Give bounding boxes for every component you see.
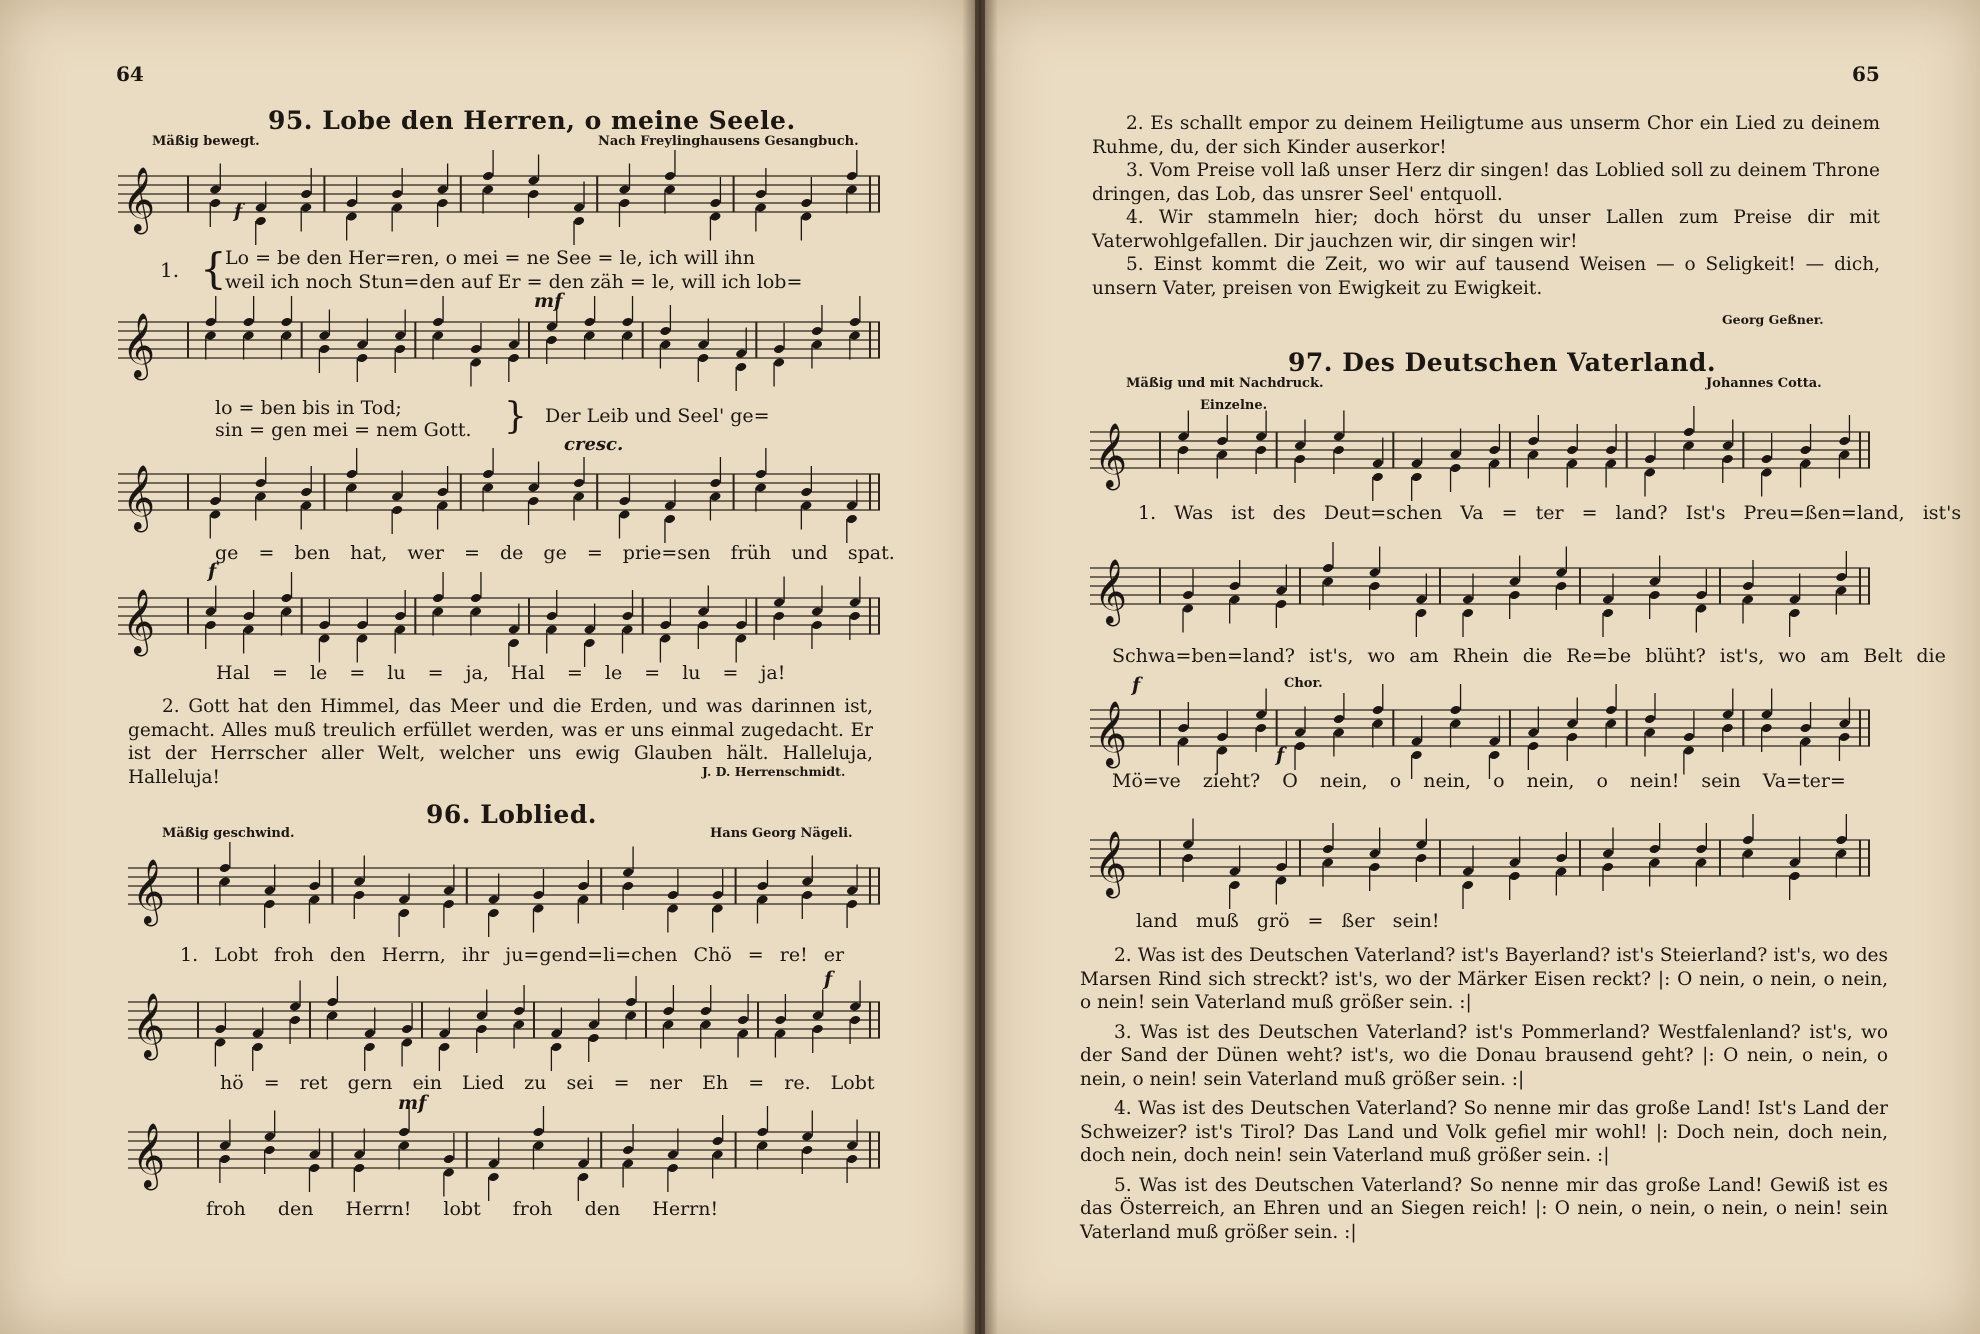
brace-close: }	[504, 396, 527, 437]
dynamic-f-2: f	[208, 560, 217, 582]
svg-text:𝄞: 𝄞	[1094, 701, 1128, 766]
song97-verses: 2. Was ist des Deutschen Vaterland? ist's Bayerland? ist's Steierland? ist's, wo des Marsen Rind sich streckt? ist's, wo der Märker Eisen reckt? |: O nein, o nein, o nein, o nein! sein Vaterland muß größer sein. :| 3. Was ist des Deutschen Vaterland? ist's Pommerland? Westfalenland? ist's, wo der Sand der Dünen weht? ist's, wo die Donau brausend geht? |: O nein, o nein, o nein, o nein! sein Vaterland muß größer sein. :| 4. Was ist des Deutschen Vaterland? So nenne mir das große Land! Ist's Land der Schweizer? ist's Tirol? Das Land und Volk gefiel mir wohl! |: Doch nein, doch nein, doch nein, doch nein! sein Vaterland muß größer sein. :| 5. Was ist des Deutschen Vaterland? So nenne mir das große Land! Gewiß ist es das Österreich, an Ehren und an Siegen reich! |: O nein, o nein, o nein, o nein! sein Vaterland muß größer sein. :|	[1080, 945, 1888, 1243]
song96-lyrics-3: froh den Herrn! lobt froh den Herrn!	[206, 1198, 719, 1220]
song97-lyrics-1: 1. Was ist des Deut=schen Va = ter = land? Ist's Preu=ßen=land, ist's	[1138, 502, 1962, 524]
song97-staff-2	[1090, 546, 1870, 636]
svg-text:𝄞: 𝄞	[132, 859, 166, 924]
song96-lyrics-1: 1. Lobt froh den Herrn, ihr ju=gend=li=chen Chö = re! er	[180, 944, 845, 966]
svg-text:𝄞: 𝄞	[132, 993, 166, 1058]
song95-staff-2	[118, 300, 880, 390]
dynamic-mf: mf	[534, 290, 563, 312]
song97-chor: Chor.	[1284, 676, 1323, 691]
song97-dynamic-f-2: f	[1276, 744, 1285, 766]
page-number-right: 65	[1852, 62, 1880, 86]
song97-lyrics-4: land muß grö = ßer sein!	[1136, 910, 1440, 932]
song97-title: 97. Des Deutschen Vaterland.	[1288, 348, 1717, 377]
song95-staff-3	[118, 452, 880, 542]
song97-staff-3	[1090, 688, 1870, 778]
svg-text:𝄞: 𝄞	[122, 465, 156, 530]
song96-composer: Hans Georg Nägeli.	[710, 826, 853, 841]
dynamic-cresc: cresc.	[564, 434, 624, 455]
svg-text:𝄞: 𝄞	[122, 313, 156, 378]
verse-number: 1.	[160, 258, 180, 282]
song96-lyrics-2: hö = ret gern ein Lied zu sei = ner Eh = re. Lobt	[220, 1072, 875, 1094]
song96-tempo: Mäßig geschwind.	[162, 826, 295, 841]
song95-lyrics-2c: Der Leib und Seel' ge=	[545, 405, 770, 427]
song95-author-right: Georg Geßner.	[1722, 312, 1824, 327]
song97-tempo: Mäßig und mit Nachdruck.	[1126, 376, 1324, 391]
song97-lyrics-3: Mö=ve zieht? O nein, o nein, o nein, o nein! sein Va=ter=	[1112, 770, 1846, 792]
song95-lyrics-2b: sin = gen mei = nem Gott.	[215, 419, 472, 441]
song95-lyrics-1b: weil ich noch Stun=den auf Er = den zäh = le, will ich lob=	[225, 271, 803, 293]
book-gutter	[962, 0, 998, 1334]
song95-author: J. D. Herrenschmidt.	[702, 764, 846, 779]
svg-text:𝄞: 𝄞	[122, 589, 156, 654]
brace: {	[200, 244, 227, 293]
svg-text:𝄞: 𝄞	[1094, 831, 1128, 896]
song95-verses-continued: 2. Es schallt empor zu deinem Heiligtume aus unserm Chor ein Lied zu deinem Ruhme, du, der sich Kinder auserkor! 3. Vom Preise voll laß unser Herz dir singen! das Loblied soll zu deinem Throne dringen, das Lob, das unsrer Seel' entquoll. 4. Wir stammeln hier; doch hörst du unser Lallen zum Preise dir mit Vaterwohlgefallen. Dir jauchzen wir, dir singen wir! 5. Einst kommt die Zeit, wo wir auf tausend Weisen — o Seligkeit! — dich, unsern Vater, preisen von Ewigkeit zu Ewigkeit.	[1092, 113, 1880, 299]
svg-text:𝄞: 𝄞	[1094, 559, 1128, 624]
song97-staff-4	[1090, 818, 1870, 908]
song95-lyrics-3: ge = ben hat, wer = de ge = prie=sen früh und spat.	[215, 542, 895, 564]
song96-staff-1	[128, 846, 880, 936]
svg-text:𝄞: 𝄞	[132, 1123, 166, 1188]
song96-dynamic-f: f	[824, 968, 833, 990]
svg-text:𝄞: 𝄞	[122, 167, 156, 232]
song95-lyrics-2a: lo = ben bis in Tod;	[215, 397, 402, 419]
svg-text:𝄞: 𝄞	[1094, 423, 1128, 488]
song95-lyrics-4: Hal = le = lu = ja, Hal = le = lu = ja!	[216, 662, 786, 684]
song97-dynamic-f: f	[1132, 674, 1141, 696]
song95-staff-1	[118, 154, 880, 244]
song95-title: 95. Lobe den Herren, o meine Seele.	[268, 106, 796, 135]
song95-source: Nach Freylinghausens Gesangbuch.	[598, 134, 859, 149]
song96-dynamic-mf: mf	[398, 1092, 427, 1114]
song96-staff-3	[128, 1110, 880, 1200]
song97-einzelne: Einzelne.	[1200, 398, 1268, 413]
song95-lyrics-1a: Lo = be den Her=ren, o mei = ne See = le, ich will ihn	[225, 247, 755, 269]
song95-verse-2: 2. Gott hat den Himmel, das Meer und die Erden, und was darinnen ist, gemacht. Alles muß treulich erfüllet werden, was er uns einmal zugedacht. Er ist der Herrscher aller Welt, welcher uns ewig Glauben hält. Halleluja, Halleluja!	[128, 696, 873, 788]
song96-title: 96. Loblied.	[426, 800, 598, 829]
dynamic-f: f	[234, 200, 243, 222]
song95-staff-4	[118, 576, 880, 656]
song97-staff-1	[1090, 410, 1870, 500]
song97-lyrics-2: Schwa=ben=land? ist's, wo am Rhein die Re=be blüht? ist's, wo am Belt die	[1112, 645, 1946, 667]
song95-tempo: Mäßig bewegt.	[152, 134, 260, 149]
song96-staff-2	[128, 980, 880, 1070]
song97-composer: Johannes Cotta.	[1706, 376, 1822, 391]
page-number-left: 64	[116, 62, 144, 86]
